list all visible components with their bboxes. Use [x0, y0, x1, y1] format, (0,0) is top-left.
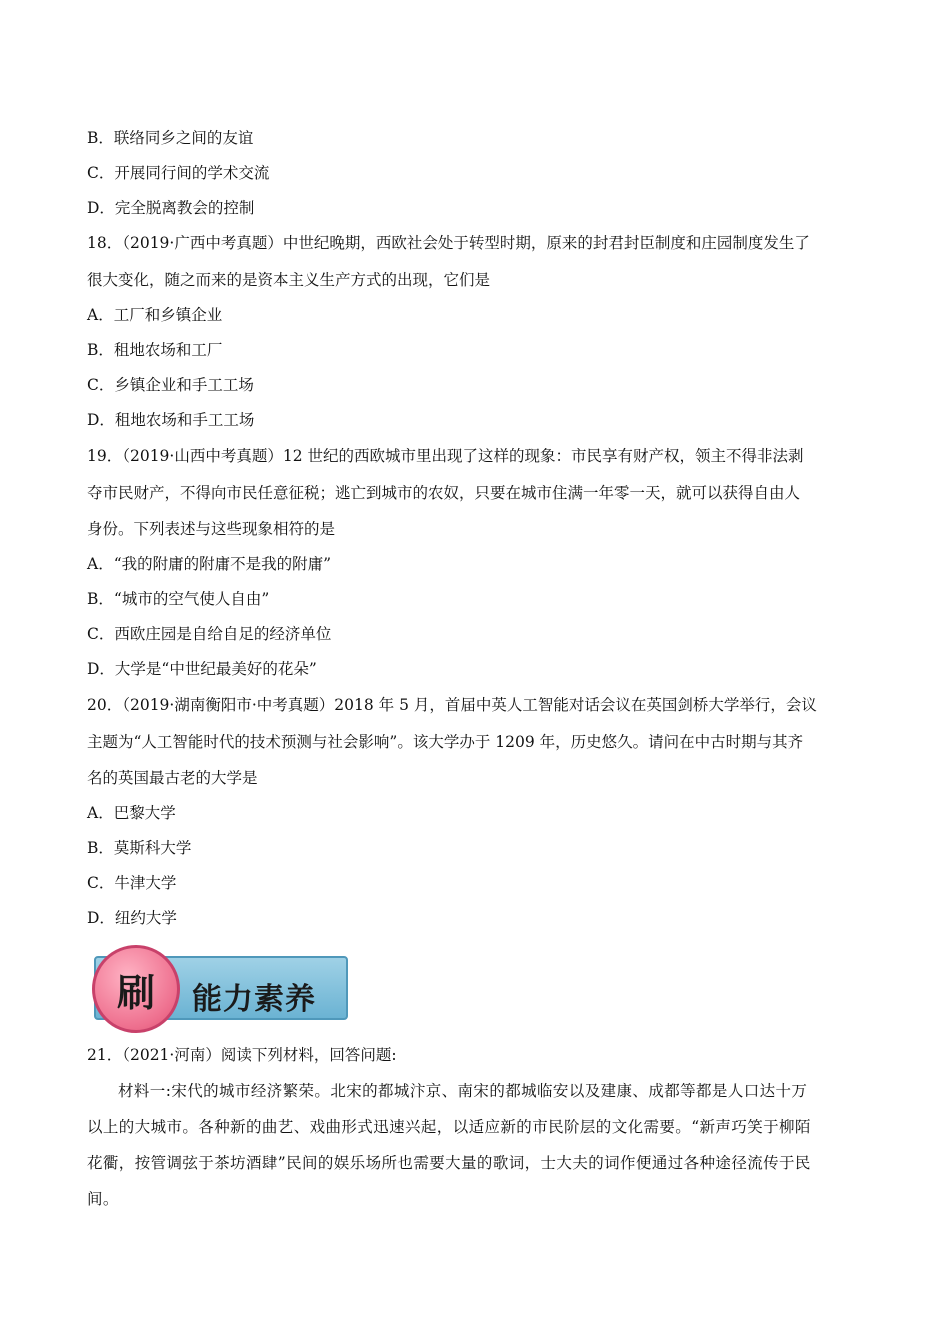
q18-stem-line-2: 很大变化，随之而来的是资本主义生产方式的出现，它们是 [87, 271, 491, 289]
q20-option-c: C．牛津大学 [87, 874, 177, 892]
q21-material-line-3: 花衢，按管调弦于茶坊酒肆”民间的娱乐场所也需要大量的歌词，士大夫的词作便通过各种途径流传于民 [87, 1154, 811, 1172]
q19-option-a: A．“我的附庸的附庸不是我的附庸” [87, 555, 332, 573]
q19-option-d: D．大学是“中世纪最美好的花朵” [87, 660, 317, 678]
q20-stem-line-1: 20．（2019·湖南衡阳市·中考真题）2018 年 5 月，首届中英人工智能对话会议在英国剑桥大学举行，会议 [87, 696, 817, 714]
q19-stem-line-2: 夺市民财产，不得向市民任意征税；逃亡到城市的农奴，只要在城市住满一年零一天，就可以获得自由人 [87, 484, 801, 502]
section-badge-circle [92, 945, 180, 1033]
q18-option-c: C．乡镇企业和手工工场 [87, 376, 254, 394]
q19-option-b: B．“城市的空气使人自由” [87, 590, 270, 608]
section-badge-char: 刷 [116, 970, 155, 1015]
q20-option-a: A．巴黎大学 [87, 804, 176, 822]
section-banner [92, 953, 350, 1025]
q19-stem-line-1: 19．（2019·山西中考真题）12 世纪的西欧城市里出现了这样的现象：市民享有财产权，领主不得非法剥 [87, 447, 804, 465]
q21-stem: 21．（2021·河南）阅读下列材料，回答问题: [87, 1046, 397, 1064]
q21-material-line-4: 间。 [87, 1190, 119, 1208]
q20-stem-line-3: 名的英国最古老的大学是 [87, 769, 258, 787]
q17-option-b: B．联络同乡之间的友谊 [87, 129, 254, 147]
q21-material-line-2: 以上的大城市。各种新的曲艺、戏曲形式迅速兴起，以适应新的市民阶层的文化需要。“新声巧笑于柳陌 [87, 1118, 811, 1136]
q20-stem-line-2: 主题为“人工智能时代的技术预测与社会影响”。该大学办于 1209 年，历史悠久。请问在中古时期与其齐 [87, 733, 804, 751]
q17-option-c: C．开展同行间的学术交流 [87, 164, 270, 182]
q19-option-c: C．西欧庄园是自给自足的经济单位 [87, 625, 332, 643]
q18-option-d: D．租地农场和手工工场 [87, 411, 255, 429]
q21-material-line-1: 材料一:宋代的城市经济繁荣。北宋的都城汴京、南宋的都城临安以及建康、成都等都是人口达十万 [118, 1082, 808, 1100]
section-banner-label: 能力素养 [192, 982, 316, 1017]
q18-option-b: B．租地农场和工厂 [87, 341, 223, 359]
q20-option-d: D．纽约大学 [87, 909, 177, 927]
q18-stem-line-1: 18．（2019·广西中考真题）中世纪晚期，西欧社会处于转型时期，原来的封君封臣制度和庄园制度发生了 [87, 234, 810, 252]
q17-option-d: D．完全脱离教会的控制 [87, 199, 255, 217]
q20-option-b: B．莫斯科大学 [87, 839, 192, 857]
q19-stem-line-3: 身份。下列表述与这些现象相符的是 [87, 520, 336, 538]
q18-option-a: A．工厂和乡镇企业 [87, 306, 223, 324]
